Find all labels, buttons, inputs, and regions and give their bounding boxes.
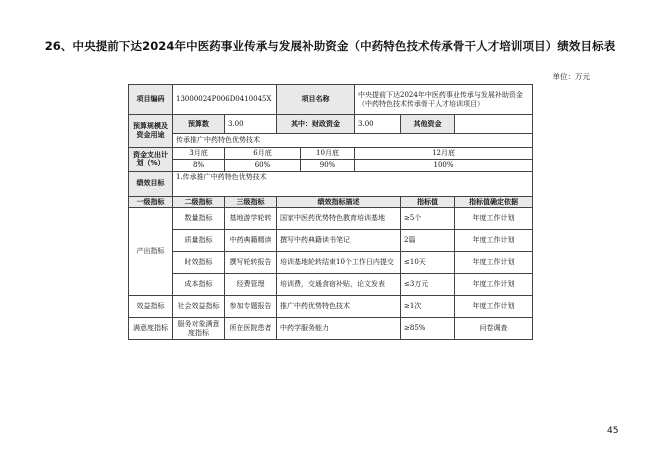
indicator-value-cell: ≤10天 [401,252,455,274]
fiscal-funds-value: 3.00 [355,115,401,134]
column-header-row [129,196,533,208]
level3-cell: 撰写轮转报告 [225,252,277,274]
project-name-label: 项目名称 [277,85,355,115]
project-name-value: 中央提前下达2024年中医药事业传承与发展补助资金（中药特色技术传承骨干人才培训项目） [355,85,533,115]
budget-label: 预算规模及资金用途 [129,115,173,148]
budget-amount-value: 3.00 [225,115,277,134]
indicator-row [129,274,533,296]
level2-cell: 数量指标 [173,208,225,230]
level3-cell: 参加专题报告 [225,296,277,318]
satisfaction-indicator-row [129,318,533,340]
level3-cell: 基地游学轮转 [225,208,277,230]
plan-month-3: 10月底 [301,148,355,160]
satisfaction-indicator-label: 满意度指标 [129,318,173,340]
indicator-row [129,230,533,252]
indicator-value-cell: ≥85% [401,318,455,340]
plan-month-1: 3月底 [173,148,225,160]
description-cell: 推广中药优势特色技术 [277,296,401,318]
page-title: 26、中央提前下达2024年中医药事业传承与发展补助资金（中药特色技术传承骨干人才培训项目）绩效目标表 [44,39,616,53]
description-cell: 中药学服务能力 [277,318,401,340]
basis-cell: 年度工作计划 [455,208,533,230]
plan-month-2: 6月底 [225,148,301,160]
page-number: 45 [607,426,619,436]
project-row [129,85,533,115]
level2-cell: 服务对象满意度指标 [173,318,225,340]
description-cell: 撰写中药典籍读书笔记 [277,230,401,252]
level2-cell: 成本指标 [173,274,225,296]
plan-value-4: 100% [355,159,533,171]
indicator-value-cell: ≥1次 [401,296,455,318]
indicator-value-cell: 2篇 [401,230,455,252]
description-cell: 培训基地轮转结束10个工作日内提交 [277,252,401,274]
project-code-label: 项目编码 [129,85,173,115]
spending-plan-label: 资金支出计划（%） [129,148,173,172]
output-indicator-label: 产出指标 [129,208,173,296]
col-header-value: 指标值 [401,196,455,208]
budget-row [129,115,533,134]
basis-cell: 年度工作计划 [455,252,533,274]
description-cell: 培训费，交通食宿补贴，论文发表 [277,274,401,296]
level3-cell: 经费管理 [225,274,277,296]
funds-usage: 传承推广中药特色优势技术 [173,134,533,148]
col-header-description: 绩效指标描述 [277,196,401,208]
col-header-level3: 三级指标 [225,196,277,208]
indicator-row [129,208,533,230]
benefit-indicator-row [129,296,533,318]
level2-cell: 时效指标 [173,252,225,274]
plan-month-4: 12月底 [355,148,533,160]
plan-values-row [129,159,533,171]
indicator-value-cell: ≤3万元 [401,274,455,296]
plan-months-row [129,148,533,160]
level2-cell: 质量指标 [173,230,225,252]
basis-cell: 年度工作计划 [455,274,533,296]
level3-cell: 中药典籍精读 [225,230,277,252]
usage-row [129,134,533,148]
basis-cell: 年度工作计划 [455,230,533,252]
goal-label: 绩效目标 [129,171,173,196]
goal-value: 1.传承推广中药特色优势技术 [173,171,533,196]
indicator-row [129,252,533,274]
plan-value-2: 60% [225,159,301,171]
goal-row [129,171,533,196]
indicator-value-cell: ≥5个 [401,208,455,230]
unit-label: 单位：万元 [552,72,590,81]
col-header-basis: 指标值确定依据 [455,196,533,208]
basis-cell: 问卷调查 [455,318,533,340]
other-funds-value [455,115,533,134]
col-header-level1: 一级指标 [129,196,173,208]
basis-cell: 年度工作计划 [455,296,533,318]
other-funds-label: 其他资金 [401,115,455,134]
project-code-value: 13000024P006D0410045X [173,85,277,115]
plan-value-1: 8% [173,159,225,171]
benefit-indicator-label: 效益指标 [129,296,173,318]
description-cell: 国家中医药优势特色教育培训基地 [277,208,401,230]
budget-amount-label: 预算数 [173,115,225,134]
col-header-level2: 二级指标 [173,196,225,208]
level3-cell: 所在医院患者 [225,318,277,340]
level2-cell: 社会效益指标 [173,296,225,318]
fiscal-funds-label: 其中：财政资金 [277,115,355,134]
plan-value-3: 90% [301,159,355,171]
performance-target-table [128,84,533,340]
